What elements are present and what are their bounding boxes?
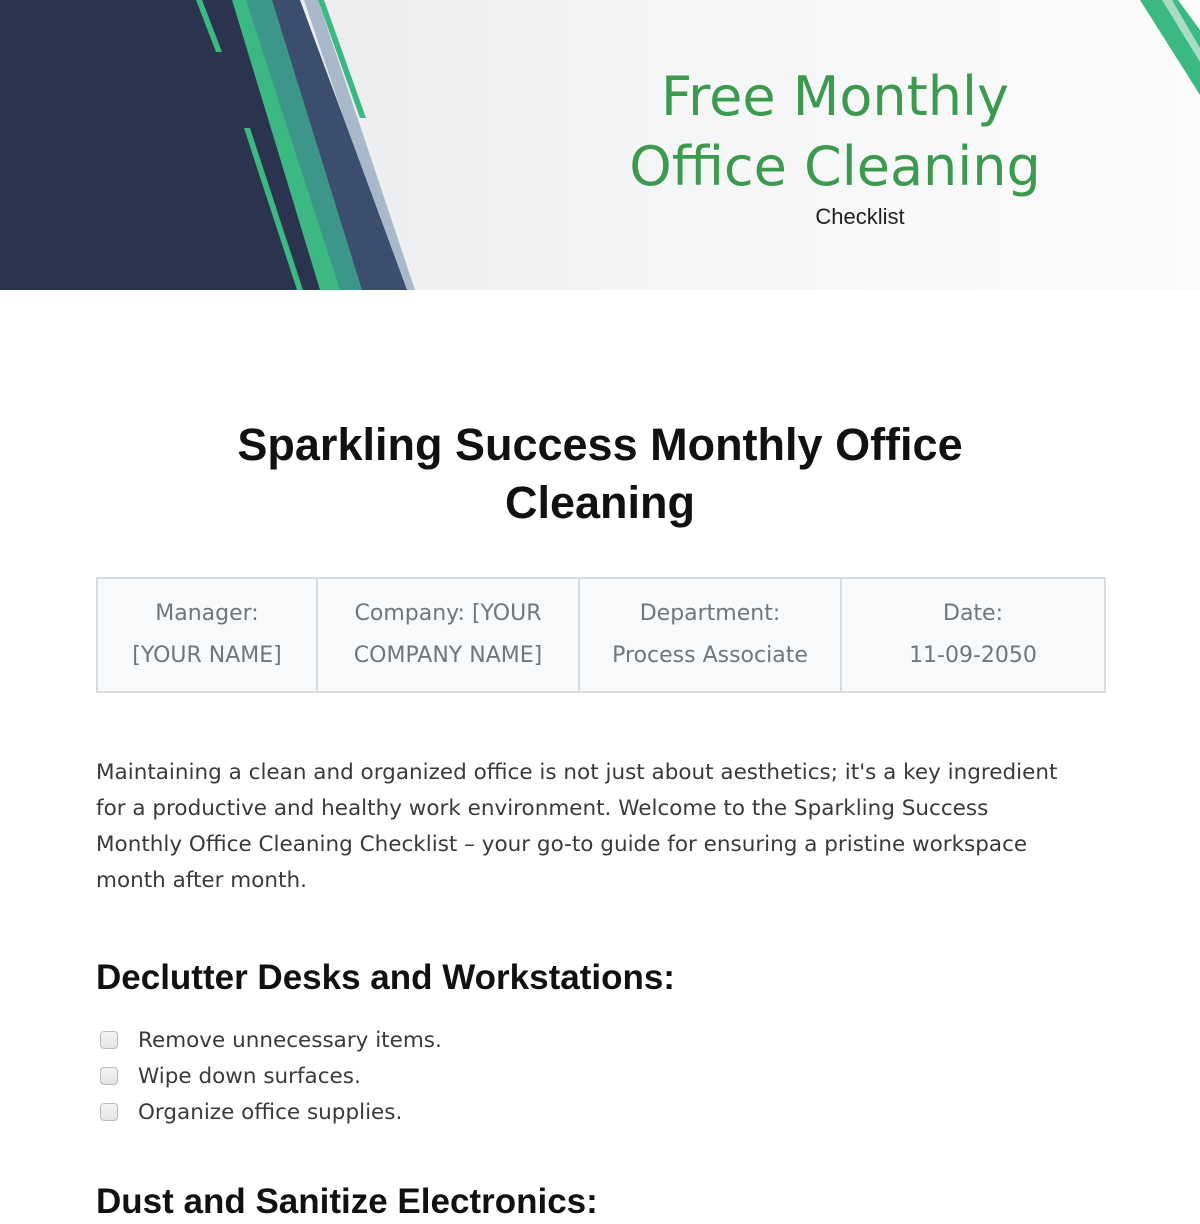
company-cell [317,578,579,692]
company-label: Company: [YOUR [354,601,542,626]
banner-title-line-1: Free Monthly [661,65,1009,128]
header-banner [0,0,1200,290]
checkbox[interactable] [100,1031,118,1049]
info-table-row [97,578,1105,692]
intro-paragraph: Maintaining a clean and organized office is not just about aesthetics; it's a key ingredient for a productive and healthy work environment. Welcome to the Sparkling Success Monthly Office Cleaning Checklist – your go-to guide for ensuring a pristine workspace month after month. [96,760,1058,893]
checklist-item[interactable] [100,1094,442,1130]
checkbox[interactable] [100,1067,118,1085]
manager-label: Manager: [155,601,259,626]
department-value: Process Associate [612,643,808,668]
date-label: Date: [943,601,1003,626]
section-heading-electronics: Dust and Sanitize Electronics: [96,1182,598,1221]
checklist-item-label: Wipe down surfaces. [138,1063,361,1089]
corner-stripe-right [1140,0,1200,95]
manager-value: [YOUR NAME] [132,643,282,668]
banner-subtitle: Checklist [815,204,905,229]
info-table [96,577,1106,693]
declutter-checklist [100,1022,442,1130]
document-title-line-2: Cleaning [504,477,696,528]
document-title-line-1: Sparkling Success Monthly Office [237,419,963,470]
checklist-item[interactable] [100,1022,442,1058]
banner-title-line-2: Office Cleaning [629,135,1041,198]
banner-title [560,62,1110,202]
date-cell [841,578,1105,692]
department-label: Department: [639,601,781,626]
document-title [100,416,1100,532]
checklist-item-label: Organize office supplies. [138,1099,403,1125]
checkbox[interactable] [100,1103,118,1121]
checklist-item[interactable] [100,1058,442,1094]
department-cell [579,578,841,692]
date-value: 11-09-2050 [909,643,1037,668]
company-value: COMPANY NAME] [353,643,543,668]
section-heading-declutter: Declutter Desks and Workstations: [96,958,675,997]
manager-cell [97,578,317,692]
checklist-item-label: Remove unnecessary items. [138,1027,442,1053]
